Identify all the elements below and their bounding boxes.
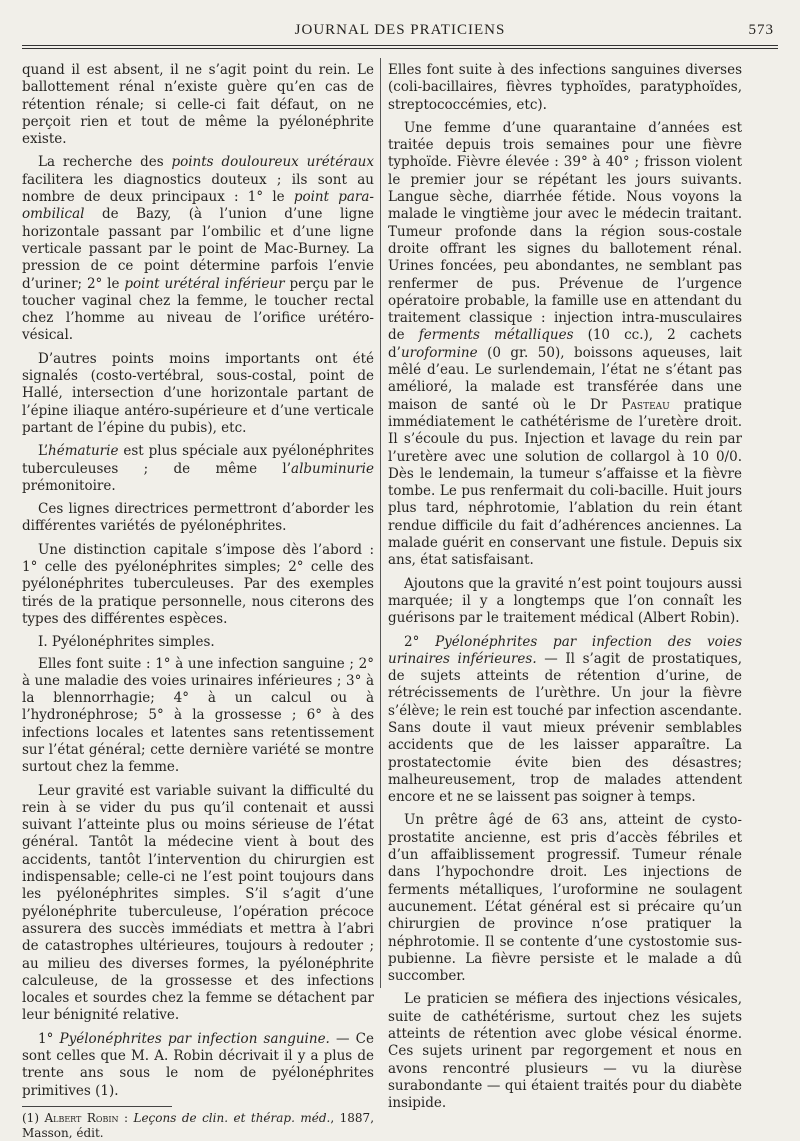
page-number: 573: [748, 22, 774, 38]
paragraph: Une distinction capitale s’impose dès l’abord : 1° celle des pyélonéphrites simples; 2° celle des pyélonéphrites tuberculeuses. Par des exemples tirés de la pratique personnelle, nous citerons des types des différentes espèces.: [22, 541, 374, 627]
journal-title: JOURNAL DES PRATICIENS: [294, 22, 506, 38]
right-column: [388, 62, 742, 1119]
paragraph: quand il est absent, il ne s’agit point du rein. Le ballottement rénal n’existe guère qu’en cas de rétention rénale; si celle-ci fait défaut, on ne perçoit rien et tout de même la pyélonéphrite existe.: [22, 62, 374, 148]
paragraph: Un prêtre âgé de 63 ans, atteint de cysto-prostatite ancienne, est pris d’accès fébriles et d’un affaiblissement progressif. Tumeur rénale dans l’hypochondre droit. Les injections de ferments métalliques, l’uroformine ne soulagent aucunement. L’état général est si précaire qu’un chirurgien de province n’ose pratiquer la néphrotomie. Il se contente d’une cystostomie sus-pubienne. La fièvre persiste et le malade a dû succomber.: [388, 812, 742, 985]
running-header: [22, 22, 778, 44]
paragraph: Elles font suite : 1° à une infection sanguine ; 2° à une maladie des voies urinaires inférieures ; 3° à la blennorrhagie; 4° à un calcul ou à l’hydronéphrose; 5° à la grossesse ; 6° à des infections locales et latentes sans retentissement sur l’état général; cette dernière variété se montre surtout chez la femme.: [22, 655, 374, 776]
section-heading: I. Pyélonéphrites simples.: [38, 634, 215, 651]
header-rule: [22, 45, 778, 49]
paragraph: 2° Pyélonéphrites par infection des voies urinaires inférieures. — Il s’agit de prostatiques, de sujets atteints de rétention d’urine, de rétrécissements de l’urèthre. Un jour la fièvre s’élève; le rein est touché par infection ascendante. Sans doute il vaut mieux prévenir semblables accidents que de les laisser apparaître. La prostatectomie évite bien des désastres; malheureusement, trop de malades attendent encore et ne se laissent pas soigner à temps.: [388, 633, 742, 806]
paragraph: Elles font suite à des infections sanguines diverses (coli-bacillaires, fièvres typhoïdes, paratyphoïdes, streptococcémies, etc).: [388, 62, 742, 113]
paragraph: D’autres points moins importants ont été signalés (costo-vertébral, sous-costal, point de Hallé, intersection d’une horizontale partant de l’épine iliaque antéro-supérieure et d’une verticale partant de l’épine du pubis), etc.: [22, 350, 374, 436]
paragraph: Ces lignes directrices permettront d’aborder les différentes variétés de pyélonéphrites.: [22, 501, 374, 535]
paragraph: Une femme d’une quarantaine d’années est traitée depuis trois semaines pour une fièvre typhoïde. Fièvre élevée : 39° à 40° ; frisson violent le premier jour se répétant les jours suivants. Langue sèche, diarrhée fétide. Nous voyons la malade le vingtième jour avec le médecin traitant. Tumeur profonde dans la région sous-costale droite offrant les signes du ballotement rénal. Urines foncées, peu abondantes, ne semblant pas renfermer de pus. Prévenue de l’urgence opératoire probable, la famille use en attendant du traitement classique : injection intra-musculaires de ferments métalliques (10 cc.), 2 cachets d’uroformine (0 gr. 50), boissons aqueuses, lait mêlé d’eau. Le surlendemain, l’état ne s’étant pas amélioré, la malade est transférée dans une maison de santé où le Dr Pasteau pratique immédiatement le cathétérisme de l’uretère droit. Il s’écoule du pus. Injection et lavage du rein par l’uretère avec une solution de collargol à 10 0/0. Dès le lendemain, la tumeur s’affaisse et la fièvre tombe. Le pus renfermait du coli-bacille. Huit jours plus tard, néphrotomie, l’ablation du rein étant rendue difficile du fait d’adhérences anciennes. La malade guérit en conservant une fistule. Depuis six ans, état satisfaisant.: [388, 119, 742, 569]
paragraph: L’hématurie est plus spéciale aux pyélonéphrites tuberculeuses ; de même l’albuminurie prémonitoire.: [22, 443, 374, 494]
column-divider: [380, 58, 381, 988]
footnote: (1) Albert Robin : Leçons de clin. et thérap. méd., 1887, Masson, édit.: [22, 1110, 375, 1140]
paragraph: La recherche des points douloureux urétéraux facilitera les diagnostics douteux ; ils sont au nombre de deux principaux : 1° le point para-ombilical de Bazy, (à l’union d’une ligne horizontale passant par l’ombilic et d’une ligne verticale passant par le point de Mac-Burney. La pression de ce point détermine parfois l’envie d’uriner; 2° le point urétéral inférieur perçu par le toucher vaginal chez la femme, le toucher rectal chez l’homme au niveau de l’orifice urétéro-vésical.: [22, 154, 374, 344]
left-column: [22, 62, 374, 1141]
paragraph: Leur gravité est variable suivant la difficulté du rein à se vider du pus qu’il contenait et aussi suivant l’atteinte plus ou moins sérieuse de l’état général. Tantôt la médecine vient à bout des accidents, tantôt l’intervention du chirurgien est indispensable; celle-ci ne l’est point toujours dans les pyélonéphrites simples. S’il s’agit d’une pyélonéphrite tuberculeuse, l’opération précoce assurera des succès immédiats et mettra à l’abri de catastrophes ultérieures, toujours à redouter ; au milieu des diverses formes, la pyélonéphrite calculeuse, de la grossesse et des infections locales et sourdes chez la femme se détachent par leur bénignité relative.: [22, 782, 374, 1024]
paragraph: 1° Pyélonéphrites par infection sanguine. — Ce sont celles que M. A. Robin décrivait il y a plus de trente ans sous le nom de pyélonéphrites primitives (1).: [22, 1030, 375, 1099]
footnote-rule: [22, 1106, 172, 1107]
paragraph: Ajoutons que la gravité n’est point toujours aussi marquée; il y a longtemps que l’on connaît les guérisons par le traitement médical (Albert Robin).: [388, 575, 742, 627]
paragraph: Le praticien se méfiera des injections vésicales, suite de cathétérisme, surtout chez les sujets atteints de rétention avec globe vésical énorme. Ces sujets urinent par regorgement et nous en avons rencontré plusieurs — vu la diurèse surabondante — qui étaient traités pour du diabète insipide.: [388, 991, 742, 1112]
